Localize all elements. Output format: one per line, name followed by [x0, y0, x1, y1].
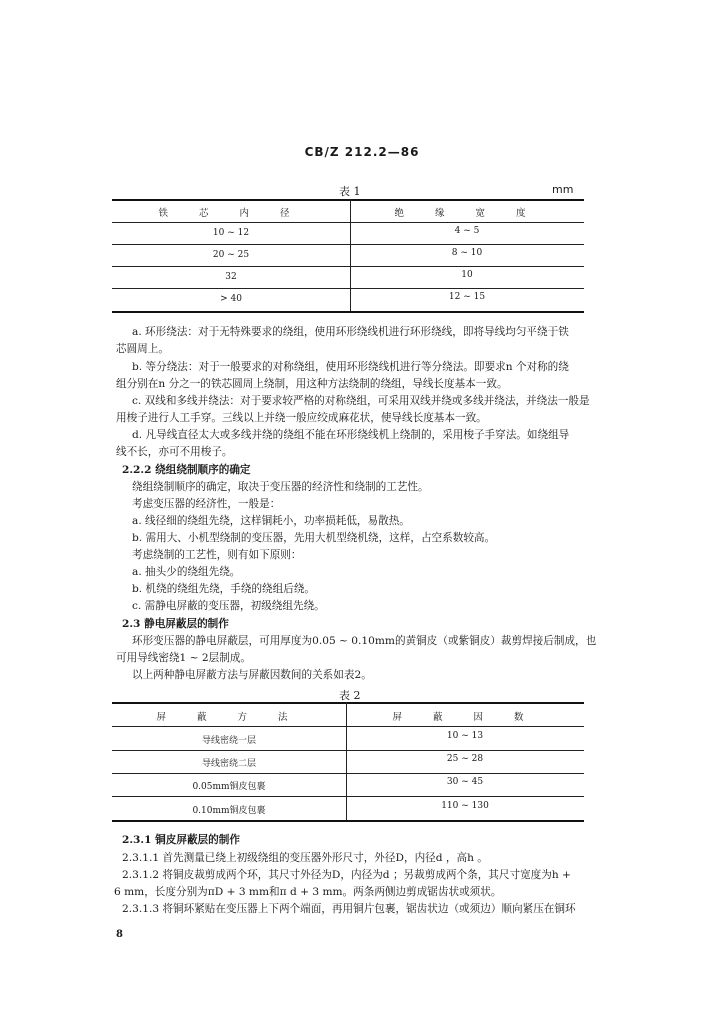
table2-cell-factor: 25 ~ 28: [446, 754, 484, 764]
paragraph: 组分别在n 分之一的铁芯圆周上绕制，用这种方法绕制的绕组，导线长度基本一致。: [116, 378, 508, 390]
table1-cell-width: 12 ~ 15: [448, 292, 486, 302]
table1-header-insulation-width: 绝 缘 宽 度: [394, 208, 540, 219]
table2-cell-factor: 110 ~ 130: [441, 801, 489, 811]
paragraph: 6 mm，长度分别为πD + 3 mm和π d + 3 mm。两条两侧边剪成锯齿状或须状。: [114, 886, 502, 898]
table1-cell-inner: 20 ~ 25: [212, 250, 250, 260]
section-heading: 2.3.1 铜皮屏蔽层的制作: [122, 834, 240, 846]
paragraph: 环形变压器的静电屏蔽层，可用厚度为0.05 ~ 0.10mm的黄铜皮（或紫铜皮）裁剪焊接后制成，也: [132, 635, 597, 647]
paragraph: 芯圆周上。: [116, 343, 169, 355]
table2-cell-method: 0.10mm铜皮包裹: [192, 806, 266, 816]
table1-cell-width: 8 ~ 10: [451, 248, 483, 258]
table2-cell-factor: 10 ~ 13: [446, 731, 484, 741]
table1-cell-inner: > 40: [220, 294, 242, 304]
section-heading: 2.3 静电屏蔽层的制作: [122, 618, 229, 630]
table2-caption: 表 2: [339, 689, 361, 702]
paragraph: 2.3.1.3 将铜环紧贴在变压器上下两个端面，再用铜片包裹，锯齿状边（或须边）顺向紧压在铜环: [122, 903, 576, 915]
table1-cell-width: 4 ~ 5: [454, 226, 480, 236]
table1-cell-inner: 32: [225, 272, 237, 282]
paragraph: 绕组绕制顺序的确定，取决于变压器的经济性和绕制的工艺性。: [132, 481, 429, 493]
table2-header-shielding-factor: 屏 蔽 因 数: [392, 712, 538, 723]
paragraph: c. 需静电屏蔽的变压器，初级绕组先绕。: [132, 600, 325, 612]
paragraph: b. 等分绕法：对于一般要求的对称绕组，使用环形绕线机进行等分绕法。即要求n 个对称的绕: [132, 361, 569, 373]
paragraph: d. 凡导线直径太大或多线并绕的绕组不能在环形绕线机上绕制的，采用梭子手穿法。如绕组导: [132, 429, 570, 441]
paragraph: 可用导线密绕1 ~ 2层制成。: [116, 652, 252, 664]
paragraph: b. 需用大、小机型绕制的变压器，先用大机型绕机绕，这样，占空系数较高。: [132, 532, 496, 544]
page-number: 8: [116, 929, 123, 940]
table1-header-inner-diameter: 铁 芯 内 径: [158, 208, 304, 219]
paragraph: 2.3.1.1 首先测量已绕上初级绕组的变压器外形尺寸，外径D，内径d ，高h 。: [122, 852, 488, 864]
table2-cell-factor: 30 ~ 45: [446, 777, 484, 787]
paragraph: a. 线径细的绕组先绕，这样铜耗小，功率损耗低，易散热。: [132, 515, 410, 527]
table2-cell-method: 导线密绕二层: [201, 759, 256, 769]
table2-cell-method: 0.05mm铜皮包裹: [192, 782, 266, 792]
paragraph: 用梭子进行人工手穿。三线以上并绕一般应绞成麻花状，使导线长度基本一致。: [116, 412, 487, 424]
paragraph: 线不长，亦可不用梭子。: [116, 446, 233, 458]
table2-header-shielding-method: 屏 蔽 方 法: [156, 712, 302, 723]
table1-cell-inner: 10 ~ 12: [212, 228, 250, 238]
paragraph: 考虑绕制的工艺性，则有如下原则：: [132, 549, 302, 561]
paragraph: c. 双线和多线并绕法：对于要求较严格的对称绕组，可采用双线并绕或多线并绕法，并绕法一般是: [132, 395, 590, 407]
paragraph: b. 机绕的绕组先绕，手绕的绕组后绕。: [132, 583, 316, 595]
paragraph: 以上两种静电屏蔽方法与屏蔽因数间的关系如表2。: [132, 669, 372, 681]
table1-unit: mm: [552, 183, 574, 196]
standard-code-header: CB/Z 212.2—86: [304, 145, 420, 159]
section-heading: 2.2.2 绕组绕制顺序的确定: [122, 464, 251, 476]
paragraph: a. 环形绕法：对于无特殊要求的绕组，使用环形绕线机进行环形绕线，即将导线均匀平绕于铁: [132, 326, 569, 338]
table1-cell-width: 10: [461, 270, 473, 280]
paragraph: a. 抽头少的绕组先绕。: [132, 566, 241, 578]
table2-cell-method: 导线密绕一层: [201, 736, 256, 746]
table1-caption: 表 1: [339, 185, 361, 198]
paragraph: 考虑变压器的经济性，一般是：: [132, 498, 281, 510]
paragraph: 2.3.1.2 将铜皮裁剪成两个环，其尺寸外径为D，内径为d ；另裁剪成两个条，其尺寸宽度为h +: [122, 869, 571, 881]
